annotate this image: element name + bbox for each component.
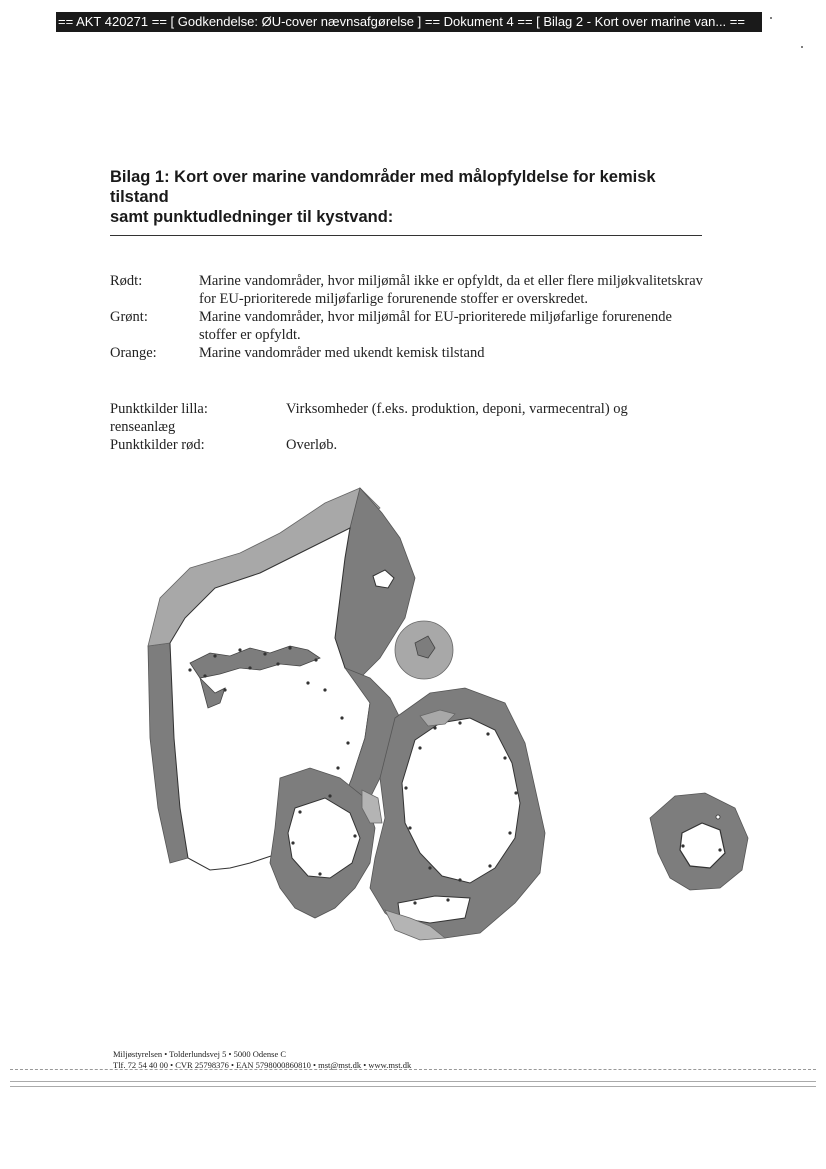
legend-desc: Marine vandområder, hvor miljømål ikke er opfyldt, da et eller flere miljøkvalitetskrav for EU-prioriterede miljøfarlige forurenende stoffer er overskredet. [199, 273, 703, 307]
page-title [110, 167, 710, 227]
point-row-purple-cont [110, 418, 710, 436]
legend-row-green [110, 308, 710, 344]
legend-row-orange [110, 344, 710, 362]
point-row-purple [110, 400, 710, 418]
denmark-marine-map [130, 478, 760, 948]
footer [113, 1049, 411, 1071]
scan-speck [801, 46, 803, 48]
map-island [716, 815, 720, 819]
legend [110, 272, 710, 362]
title-line-1: Bilag 1: Kort over marine vandområder med målopfyldelse for kemisk tilstand [110, 168, 656, 206]
legend-desc: Marine vandområder, hvor miljømål for EU-prioriterede miljøfarlige forurenende stoffer er opfyldt. [199, 309, 672, 343]
page-bottom-rule [10, 1081, 816, 1087]
point-desc: Overløb. [286, 437, 338, 453]
legend-key: Rødt: [110, 273, 143, 289]
point-row-red [110, 436, 710, 454]
legend-key: Grønt: [110, 309, 148, 325]
point-key: Punktkilder lilla: [110, 401, 208, 417]
scan-speck [770, 17, 772, 19]
footer-divider [10, 1069, 816, 1070]
document-header-bar: == AKT 420271 == [ Godkendelse: ØU-cover nævnsafgørelse ] == Dokument 4 == [ Bilag 2 - Kort over marine van... == [56, 12, 762, 32]
legend-desc: Marine vandområder med ukendt kemisk tilstand [199, 345, 485, 361]
footer-contact: Tlf. 72 54 40 00 • CVR 25798376 • EAN 5798000860810 • mst@mst.dk • www.mst.dk [113, 1060, 412, 1070]
point-source-legend [110, 400, 710, 454]
point-desc: Virksomheder (f.eks. produktion, deponi, varmecentral) og [286, 401, 628, 417]
legend-key: Orange: [110, 345, 157, 361]
title-line-2: samt punktudledninger til kystvand: [110, 208, 394, 226]
point-key: renseanlæg [110, 419, 176, 435]
footer-address: Miljøstyrelsen • Tolderlundsvej 5 • 5000 Odense C [113, 1049, 287, 1059]
title-divider [110, 235, 702, 236]
point-key: Punktkilder rød: [110, 437, 205, 453]
legend-row-red [110, 272, 710, 308]
